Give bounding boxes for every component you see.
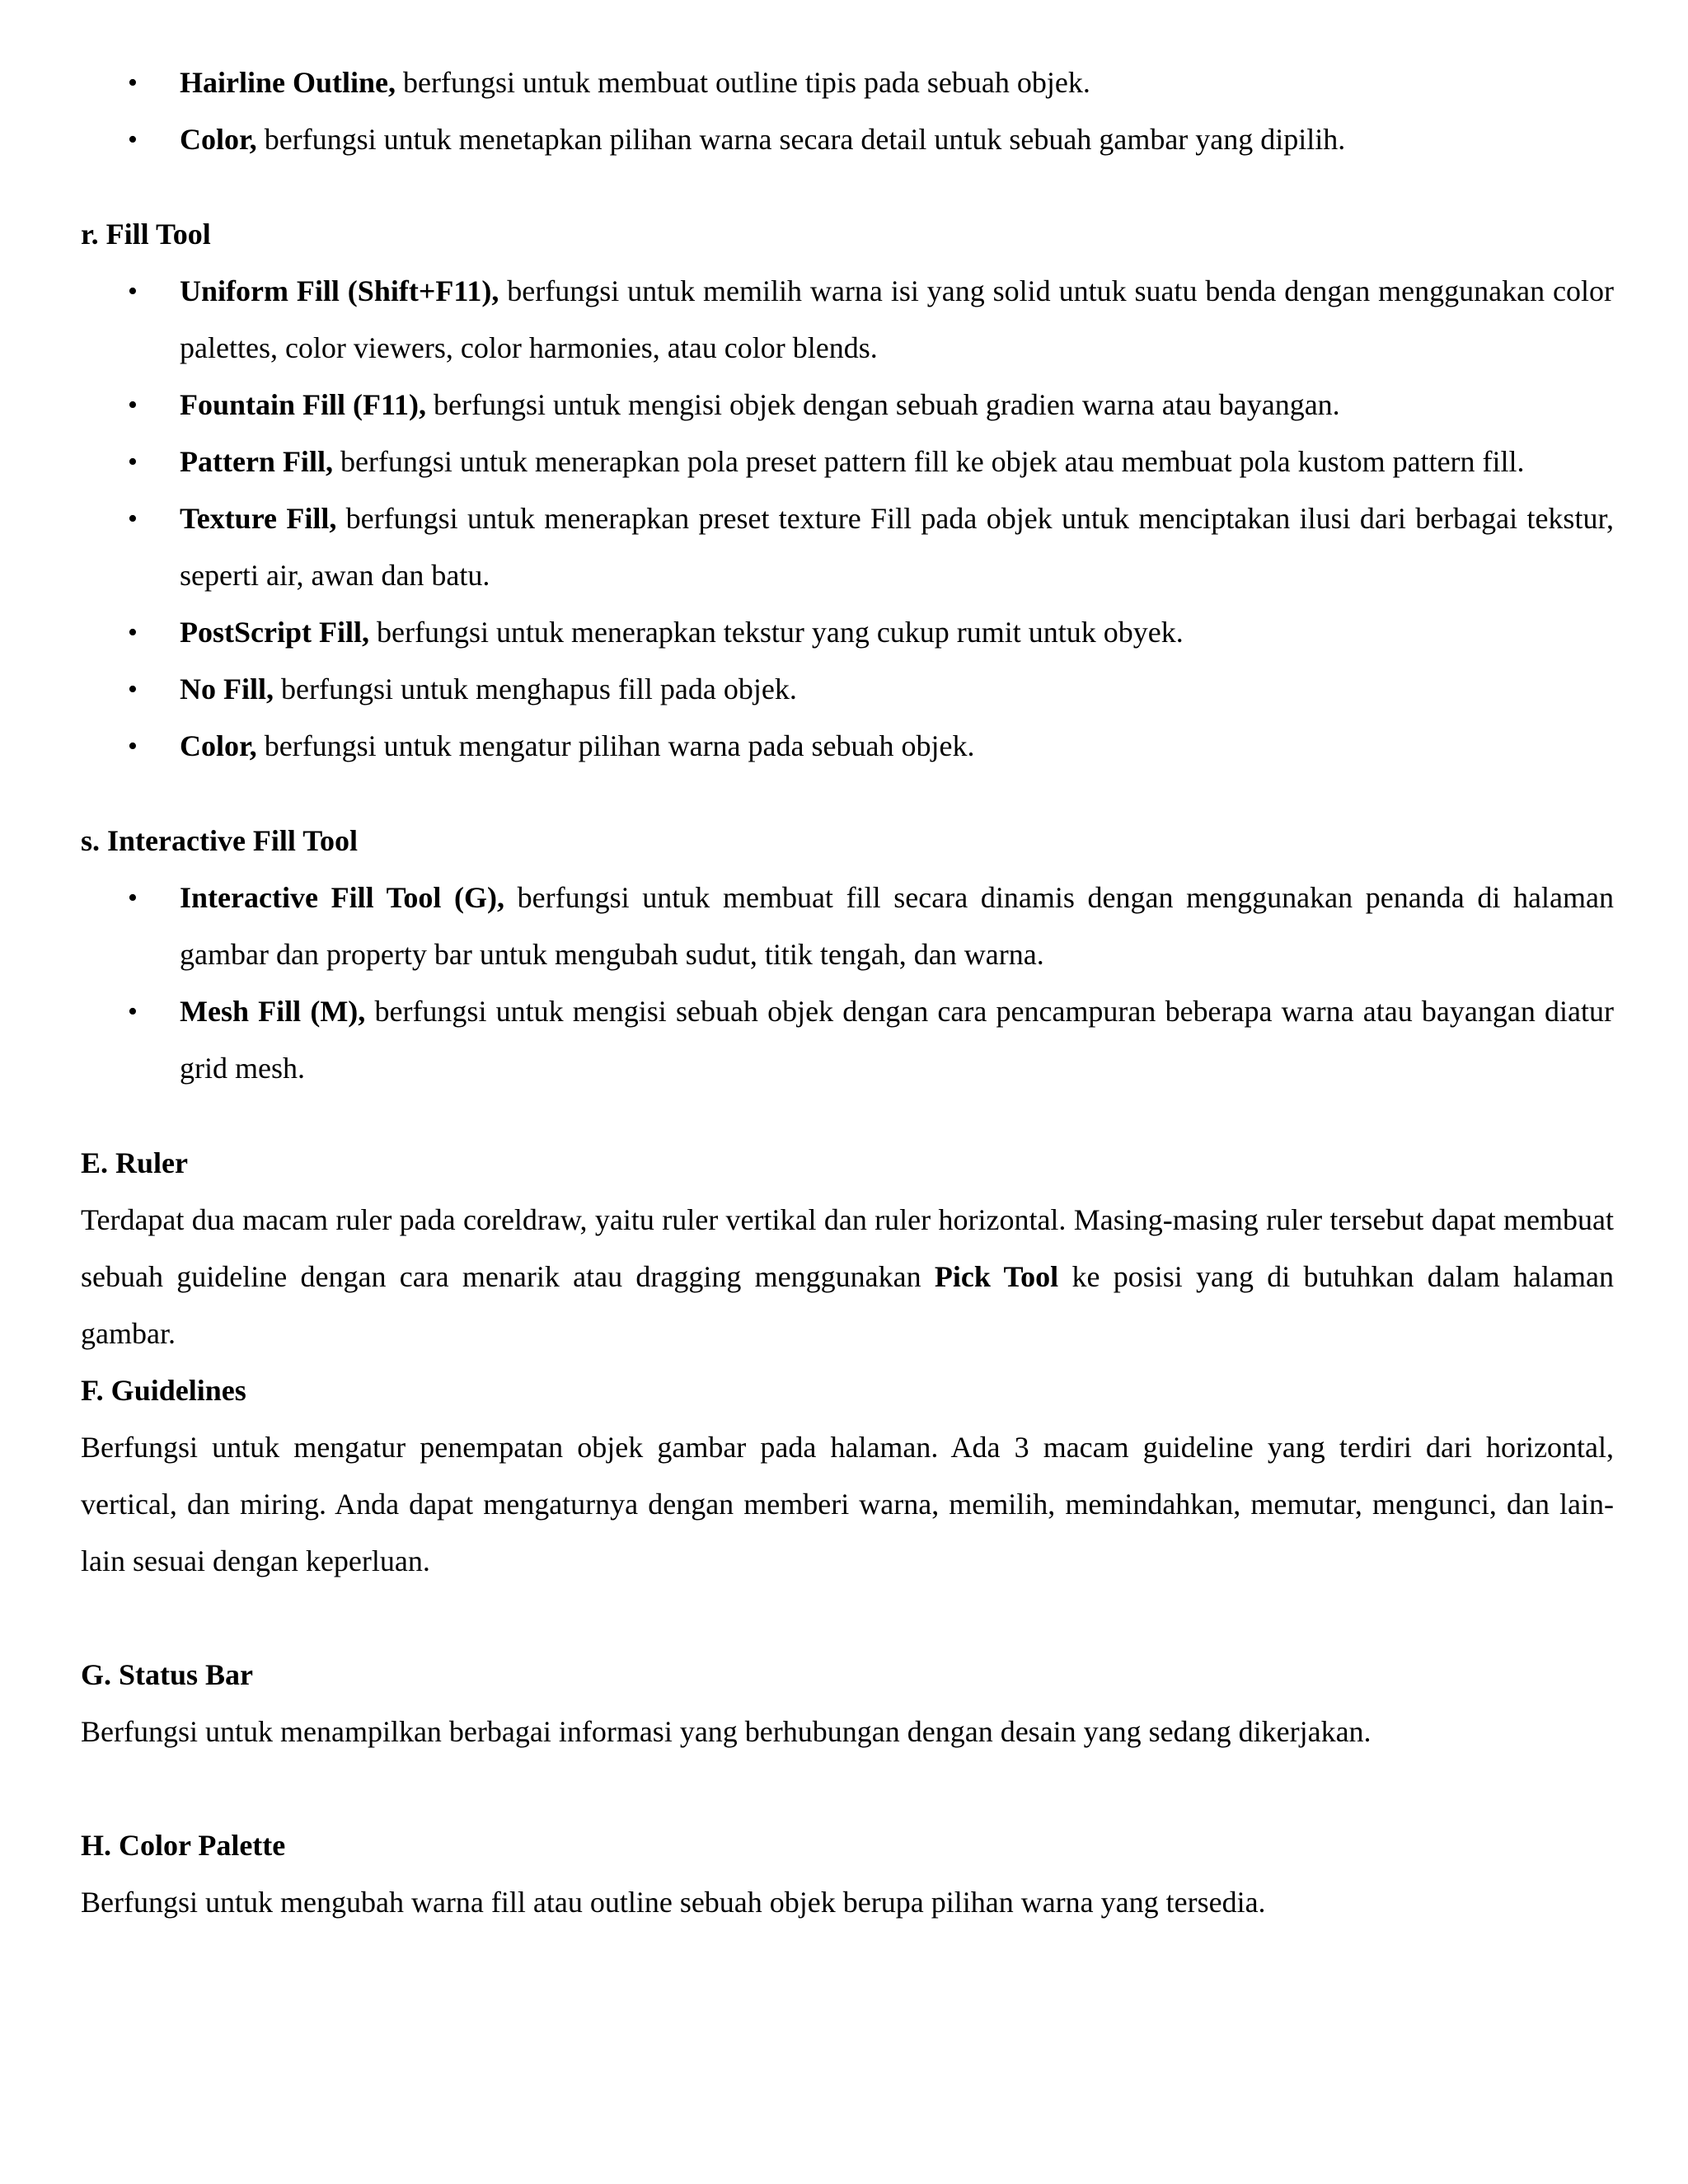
section-heading-fill-tool: r. Fill Tool (81, 218, 211, 251)
list-item (180, 983, 1614, 1097)
list-item-term: Color, (180, 729, 257, 762)
document-page (81, 54, 1614, 1931)
list-item (180, 111, 1614, 168)
list-item (180, 54, 1614, 111)
section-body-status-bar: Berfungsi untuk menampilkan berbagai informasi yang berhubungan dengan desain yang sedang dikerjakan. (81, 1715, 1372, 1748)
list-item (180, 718, 1614, 775)
section-heading-ruler: E. Ruler (81, 1146, 188, 1179)
list-item-term: Mesh Fill (M), (180, 995, 366, 1028)
list-item-desc: berfungsi untuk mengisi sebuah objek dengan cara pencampuran beberapa warna atau bayangan diatur grid mesh. (180, 995, 1614, 1085)
list-item-desc: berfungsi untuk menetapkan pilihan warna secara detail untuk sebuah gambar yang dipilih. (256, 123, 1346, 156)
list-item-desc: berfungsi untuk membuat outline tipis pada sebuah objek. (396, 66, 1090, 99)
outline-options-list (81, 54, 1614, 168)
list-item-desc: berfungsi untuk memilih warna isi yang solid untuk suatu benda dengan menggunakan color palettes, color viewers, color harmonies, atau color blends. (180, 274, 1614, 364)
list-item-term: Color, (180, 123, 257, 156)
list-item (180, 869, 1614, 983)
list-item-desc: berfungsi untuk menerapkan preset texture Fill pada objek untuk menciptakan ilusi dari berbagai tekstur, seperti air, awan dan batu. (180, 502, 1614, 592)
fill-tool-list (81, 263, 1614, 775)
section-heading-guidelines: F. Guidelines (81, 1374, 246, 1407)
list-item-desc: berfungsi untuk mengisi objek dengan sebuah gradien warna atau bayangan. (426, 388, 1340, 421)
list-item (180, 661, 1614, 718)
list-item-term: No Fill, (180, 673, 274, 705)
section-heading-interactive-fill-tool: s. Interactive Fill Tool (81, 824, 358, 857)
ruler-text-after: ke posisi yang di butuhkan dalam halaman gambar. (81, 1260, 1614, 1350)
list-item (180, 263, 1614, 377)
ruler-text-before: Terdapat dua macam ruler pada coreldraw, yaitu ruler vertikal dan ruler horizontal. Masing-masing ruler tersebut dapat membuat sebuah guideline dengan cara menarik atau dragging menggunakan (81, 1203, 1614, 1293)
list-item-term: Uniform Fill (Shift+F11), (180, 274, 499, 307)
list-item-term: Texture Fill, (180, 502, 337, 535)
section-heading-color-palette: H. Color Palette (81, 1829, 286, 1862)
interactive-fill-list (81, 869, 1614, 1097)
list-item (180, 434, 1614, 490)
list-item-desc: berfungsi untuk membuat fill secara dinamis dengan menggunakan penanda di halaman gambar dan property bar untuk mengubah sudut, titik tengah, dan warna. (180, 881, 1614, 971)
section-heading-status-bar: G. Status Bar (81, 1658, 254, 1691)
list-item (180, 604, 1614, 661)
list-item-term: PostScript Fill, (180, 616, 369, 649)
list-item-desc: berfungsi untuk menghapus fill pada objek. (274, 673, 797, 705)
list-item-desc: berfungsi untuk menerapkan pola preset pattern fill ke objek atau membuat pola kustom pattern fill. (332, 445, 1525, 478)
list-item-term: Fountain Fill (F11), (180, 388, 427, 421)
ruler-text-bold: Pick Tool (934, 1260, 1059, 1293)
section-body-guidelines: Berfungsi untuk mengatur penempatan objek gambar pada halaman. Ada 3 macam guideline yang terdiri dari horizontal, vertical, dan miring. Anda dapat mengaturnya dengan memberi warna, memilih, memindahkan, memutar, mengunci, dan lain-lain sesuai dengan keperluan. (81, 1431, 1614, 1577)
list-item-term: Pattern Fill, (180, 445, 333, 478)
section-body-color-palette: Berfungsi untuk mengubah warna fill atau outline sebuah objek berupa pilihan warna yang tersedia. (81, 1886, 1266, 1919)
list-item-term: Hairline Outline, (180, 66, 396, 99)
list-item (180, 377, 1614, 434)
list-item-term: Interactive Fill Tool (G), (180, 881, 504, 914)
section-body-ruler (81, 1192, 1614, 1362)
list-item (180, 490, 1614, 604)
list-item-desc: berfungsi untuk mengatur pilihan warna pada sebuah objek. (256, 729, 975, 762)
list-item-desc: berfungsi untuk menerapkan tekstur yang cukup rumit untuk obyek. (368, 616, 1184, 649)
